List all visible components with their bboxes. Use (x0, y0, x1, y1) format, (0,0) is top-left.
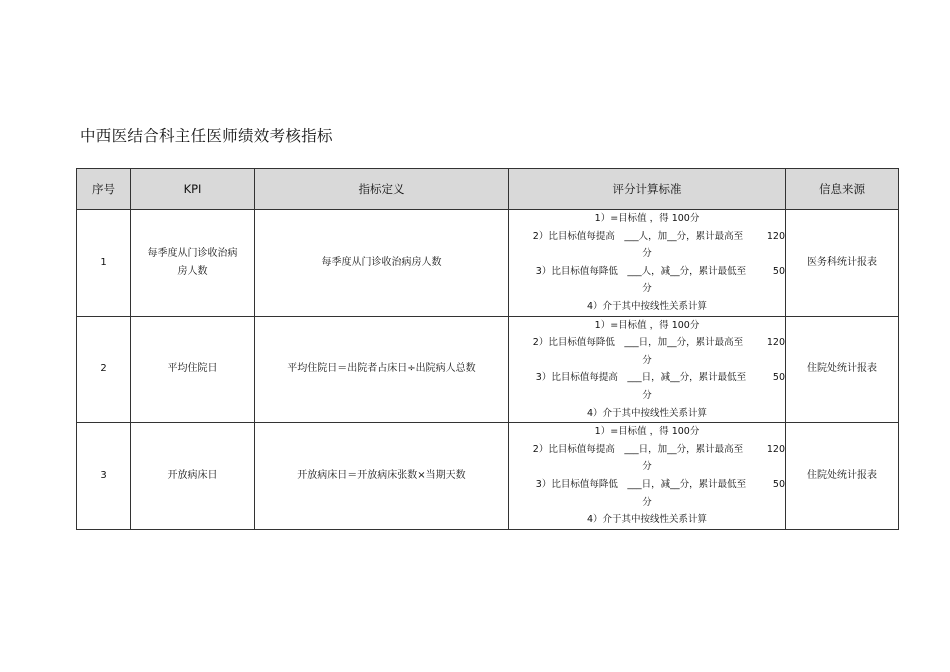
seq-text: 2 (100, 363, 107, 375)
seq-text: 3 (100, 469, 107, 481)
criteria-cell (509, 316, 786, 423)
seq-cell (77, 316, 131, 423)
source-text: 住院处统计报表 (807, 469, 877, 481)
source-cell (786, 423, 899, 530)
criteria-line: 1）=目标值 ，得 100分 (594, 426, 700, 438)
criteria-line: 分 (642, 248, 652, 260)
criteria-cell (509, 423, 786, 530)
kpi-table (76, 168, 899, 530)
criteria-line: 分 (642, 283, 652, 295)
table-header-row (77, 169, 899, 210)
definition-text: 每季度从门诊收治病房人数 (321, 256, 442, 268)
document-title: 中西医结合科主任医师绩效考核指标 (80, 127, 333, 145)
kpi-cell (131, 423, 255, 530)
criteria-line: 2）比目标值每降低 ___日，加__分，累计最高至 120 (532, 337, 785, 349)
source-cell (786, 210, 899, 317)
source-text: 住院处统计报表 (807, 363, 877, 375)
header-kpi: KPI (131, 169, 255, 210)
criteria-line: 1）=目标值 ，得 100分 (594, 213, 700, 224)
kpi-cell (131, 316, 255, 423)
source-text: 医务科统计报表 (807, 256, 877, 268)
criteria-line: 分 (642, 496, 652, 508)
criteria-line: 3）比目标值每降低 ___日，减__分，累计最低至 50 (535, 478, 785, 490)
table-row (77, 210, 899, 317)
criteria-line: 4）介于其中按线性关系计算 (586, 514, 708, 526)
header-definition: 指标定义 (255, 169, 509, 210)
definition-text: 平均住院日＝出院者占床日÷出院病人总数 (287, 363, 476, 375)
criteria-line: 4）介于其中按线性关系计算 (586, 407, 708, 419)
header-criteria: 评分计算标准 (509, 169, 786, 210)
criteria-line: 分 (642, 389, 652, 401)
criteria-line: 分 (642, 461, 652, 473)
kpi-text-line: 开放病床日 (167, 469, 218, 481)
table-row (77, 316, 899, 423)
seq-cell (77, 210, 131, 317)
criteria-cell (509, 210, 786, 317)
definition-text: 开放病床日＝开放病床张数×当期天数 (297, 469, 466, 481)
table-row (77, 423, 899, 530)
criteria-line: 1）=目标值 ，得 100分 (594, 319, 700, 331)
kpi-text-line: 平均住院日 (167, 363, 218, 375)
header-source: 信息来源 (786, 169, 899, 210)
criteria-line: 4）介于其中按线性关系计算 (586, 300, 708, 312)
criteria-line: 2）比目标值每提高 ___日，加__分，累计最高至 120 (532, 443, 785, 455)
seq-text: 1 (100, 256, 107, 268)
kpi-text-line: 每季度从门诊收治病 (147, 247, 238, 259)
criteria-line: 分 (642, 354, 652, 366)
header-seq: 序号 (77, 169, 131, 210)
source-cell (786, 316, 899, 423)
definition-cell (255, 210, 509, 317)
definition-cell (255, 423, 509, 530)
criteria-line: 3）比目标值每降低 ___人，减__分，累计最低至 50 (535, 265, 785, 277)
kpi-cell (131, 210, 255, 317)
kpi-text-line: 房人数 (177, 265, 208, 277)
seq-cell (77, 423, 131, 530)
criteria-line: 3）比目标值每提高 ___日，减__分，累计最低至 50 (535, 372, 785, 384)
criteria-line: 2）比目标值每提高 ___人，加__分，累计最高至 120 (532, 230, 785, 242)
definition-cell (255, 316, 509, 423)
